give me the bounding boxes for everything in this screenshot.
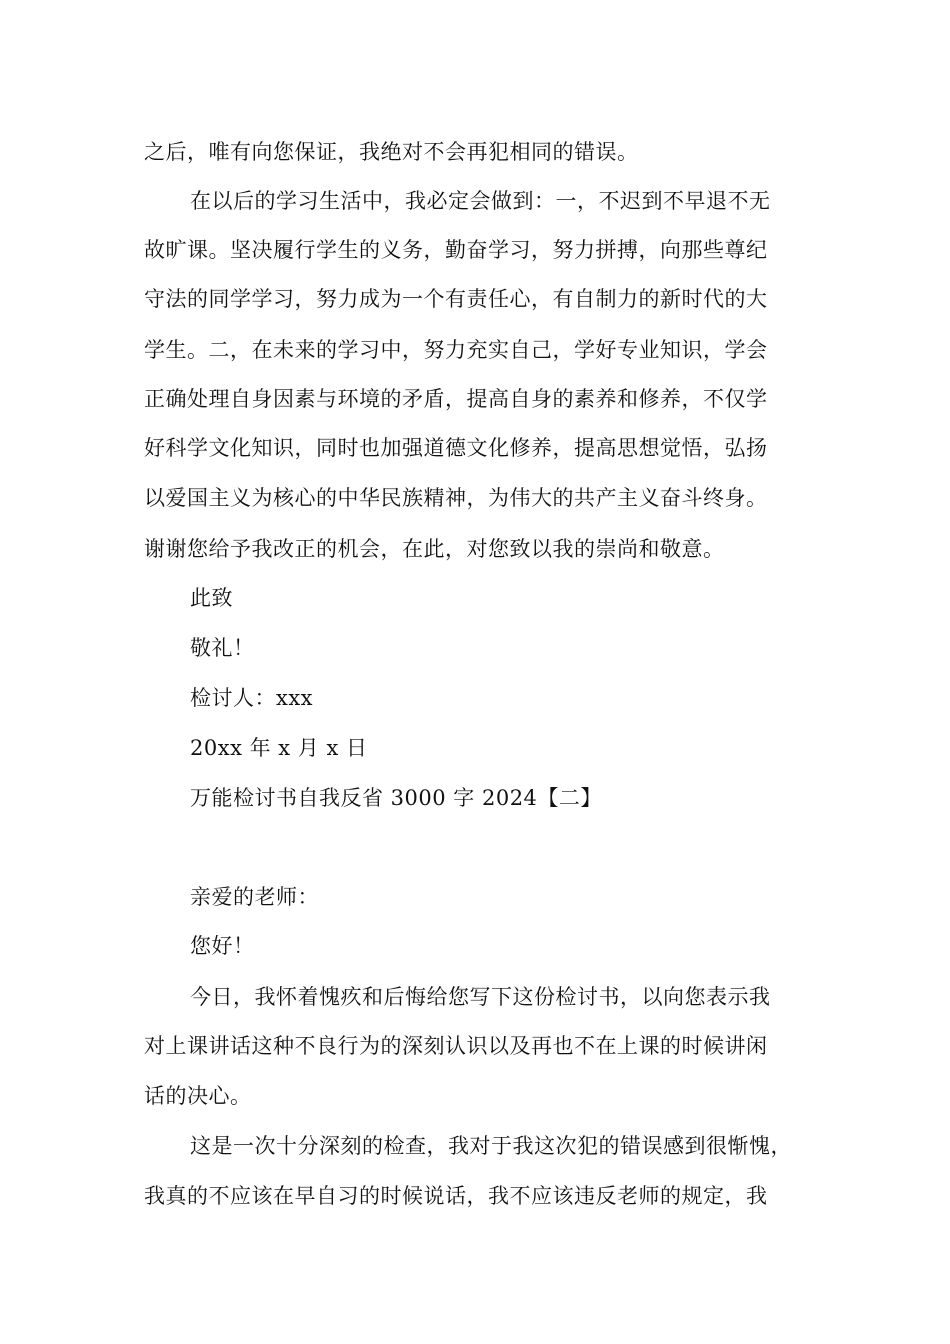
text-line: 在以后的学习生活中，我必定会做到：一，不迟到不早退不无 (190, 189, 771, 213)
text-line: 这是一次十分深刻的检查，我对于我这次犯的错误感到很惭愧， (190, 1134, 792, 1158)
greeting: 亲爱的老师： (190, 885, 319, 909)
text-line: 话的决心。 (144, 1084, 252, 1108)
signature-line: 检讨人：xxx (190, 686, 314, 710)
text-line: 谢谢您给予我改正的机会，在此，对您致以我的崇尚和敬意。 (144, 537, 725, 561)
text-line: 守法的同学学习，努力成为一个有责任心，有自制力的新时代的大 (144, 287, 768, 311)
text-line: 我真的不应该在早自习的时候说话，我不应该违反老师的规定，我 (144, 1184, 768, 1208)
text-line: 之后，唯有向您保证，我绝对不会再犯相同的错误。 (144, 140, 639, 164)
text-line: 以爱国主义为核心的中华民族精神，为伟大的共产主义奋斗终身。 (144, 486, 768, 510)
text-line: 今日，我怀着愧疚和后悔给您写下这份检讨书，以向您表示我 (190, 985, 771, 1009)
closing-salutation: 此致 (190, 586, 233, 610)
section-heading: 万能检讨书自我反省 3000 字 2024【二】 (190, 786, 602, 810)
closing-regards: 敬礼！ (190, 636, 255, 660)
text-line: 对上课讲话这种不良行为的深刻认识以及再也不在上课的时候讲闲 (144, 1034, 768, 1058)
text-line: 故旷课。坚决履行学生的义务，勤奋学习，努力拼搏，向那些尊纪 (144, 238, 768, 262)
text-line: 正确处理自身因素与环境的矛盾，提高自身的素养和修养，不仅学 (144, 387, 768, 411)
date-line: 20xx 年 x 月 x 日 (190, 736, 368, 760)
text-line: 学生。二，在未来的学习中，努力充实自己，学好专业知识，学会 (144, 338, 768, 362)
text-line: 好科学文化知识，同时也加强道德文化修养，提高思想觉悟，弘扬 (144, 436, 768, 460)
greeting-hello: 您好！ (190, 934, 255, 958)
